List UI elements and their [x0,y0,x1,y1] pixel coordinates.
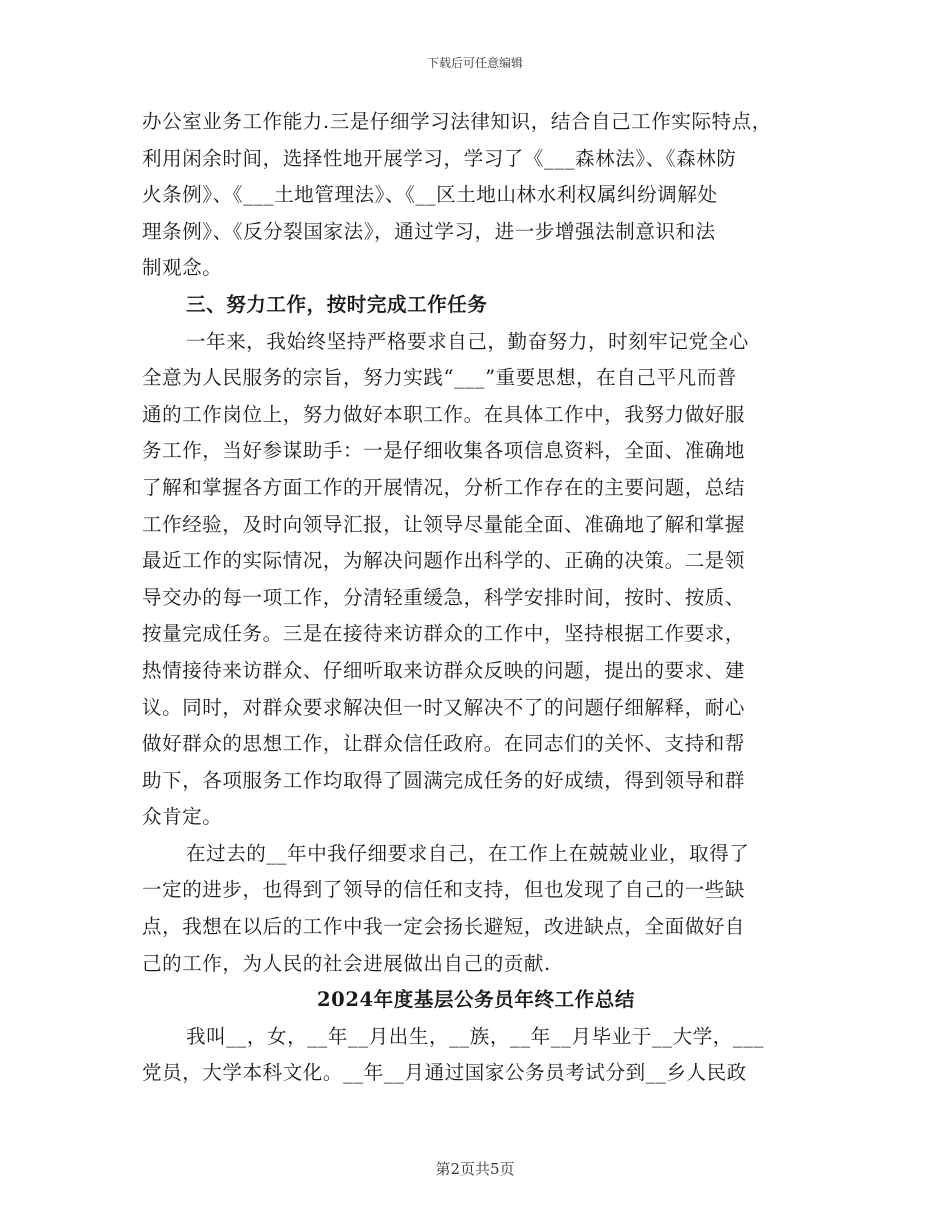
text-line: 全意为人民服务的宗旨，努力实践“___”重要思想，在自己平凡而普 [142,366,737,390]
text-line: 己的工作，为人民的社会进展做出自己的贡献. [142,951,551,975]
header-note: 下载后可任意编辑 [426,56,523,70]
text-line: 一定的进步，也得到了领导的信任和支持，但也发现了自己的一些缺 [142,878,746,902]
text-line: 众肯定。 [142,805,223,829]
text-line: 工作经验，及时向领导汇报，让领导尽量能全面、准确地了解和掌握 [142,512,746,536]
text-line: 按量完成任务。三是在接待来访群众的工作中，坚持根据工作要求， [142,622,746,646]
text-line: 通的工作岗位上，努力做好本职工作。在具体工作中，我努力做好服 [142,402,746,426]
text-line: 务工作，当好参谋助手：一是仔细收集各项信息资料，全面、准确地 [142,439,746,463]
text-line: 助下，各项服务工作均取得了圆满完成任务的好成绩，得到领导和群 [142,768,746,792]
text-line: 制观念。 [142,256,223,280]
text-line: 做好群众的思想工作，让群众信任政府。在同志们的关怀、支持和帮 [142,732,746,756]
text-line: 办公室业务工作能力.三是仔细学习法律知识，结合自己工作实际特点， [142,110,772,133]
text-line: 导交办的每一项工作，分清轻重缓急，科学安排时间，按时、按质、 [142,585,746,609]
text-line: 议。同时，对群众要求解决但一时又解决不了的问题仔细解释，耐心 [142,695,746,719]
text-line: 在过去的__年中我仔细要求自己，在工作上在兢兢业业，取得了 [186,841,750,865]
page-number: 第2页共5页 [435,1160,515,1178]
text-line: 一年来，我始终坚持严格要求自己，勤奋努力，时刻牢记党全心 [186,329,749,353]
text-line: 热情接待来访群众、仔细听取来访群众反映的问题，提出的要求、建 [142,658,746,682]
text-line: 党员，大学本科文化。__年__月通过国家公务员考试分到__乡人民政 [142,1061,747,1085]
text-line: 点，我想在以后的工作中我一定会扬长避短，改进缺点，全面做好自 [142,915,746,939]
document-body [142,104,810,1092]
text-line: 火条例》、《___土地管理法》、《__区土地山林水利权属纠纷调解处 [142,183,718,207]
text-line: 了解和掌握各方面工作的开展情况，分析工作存在的主要问题，总结 [142,475,746,499]
section-heading: 三、努力工作，按时完成工作任务 [186,292,488,316]
text-line: 利用闲余时间，选择性地开展学习，学习了《___森林法》、《森林防 [142,146,737,170]
document-title: 2024年度基层公务员年终工作总结 [317,988,635,1012]
text-line: 我叫__，女，__年__月出生，__族，__年__月毕业于__大学，___ [186,1024,764,1048]
text-line: 最近工作的实际情况，为解决问题作出科学的、正确的决策。二是领 [142,549,746,573]
text-line: 理条例》、《反分裂国家法》，通过学习，进一步增强法制意识和法 [142,219,716,243]
